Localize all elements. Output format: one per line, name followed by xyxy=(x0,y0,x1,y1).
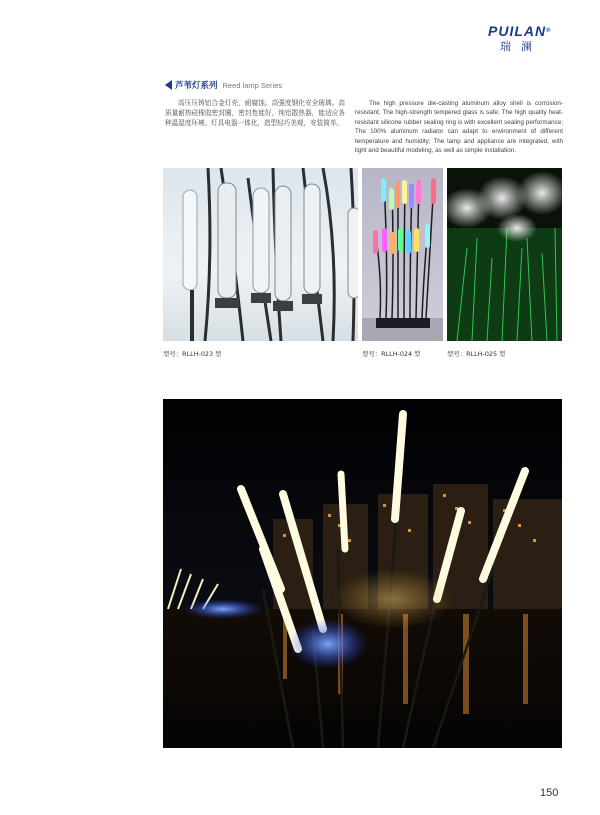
product-caption-rllh-025: 型号：RLLH-025 型 xyxy=(447,350,506,358)
product-photo-rllh-025 xyxy=(447,168,562,341)
product-photo-rllh-023 xyxy=(163,168,358,341)
brand-name: PUILAN xyxy=(488,23,547,39)
description-cn: 高压压铸铝合金灯壳，耐腐蚀。高强度钢化安全玻璃。高质量耐热硅橡胶密封圈，密封性能好，纯铝散热器，能适应各种温湿度环境。灯具电器一体化，造型轻巧美观，安装简单。 xyxy=(165,99,345,127)
product-caption-rllh-024: 型号：RLLH-024 型 xyxy=(362,350,421,358)
triangle-bullet-icon xyxy=(165,80,172,90)
brand-logo xyxy=(488,24,568,38)
product-caption-rllh-023: 型号：RLLH-023 型 xyxy=(163,350,222,358)
section-title-cn: 芦苇灯系列 xyxy=(175,81,218,91)
description-en: The high pressure die-casting aluminum alloy shell is corrosion-resistant; The high-strength tempered glass is safe; The high quality heat-resistant silicone rubber sealing ring is with excellent sealing performance; The 100% aluminum radiator can adapt to environment of different temperature and humidity; The lamp and appliance are integrated, with light and beautiful modeling, as well as simple installation. xyxy=(355,100,563,155)
section-heading xyxy=(165,79,282,91)
brand-logo-chinese: 瑞澜 xyxy=(500,40,542,53)
product-photo-rllh-024 xyxy=(362,168,443,341)
registered-mark: ® xyxy=(546,28,552,34)
page-number: 150 xyxy=(540,787,559,799)
section-title-en: Reed lamp Series xyxy=(222,80,283,90)
reed-lamp-night-scene-photo xyxy=(163,399,562,748)
